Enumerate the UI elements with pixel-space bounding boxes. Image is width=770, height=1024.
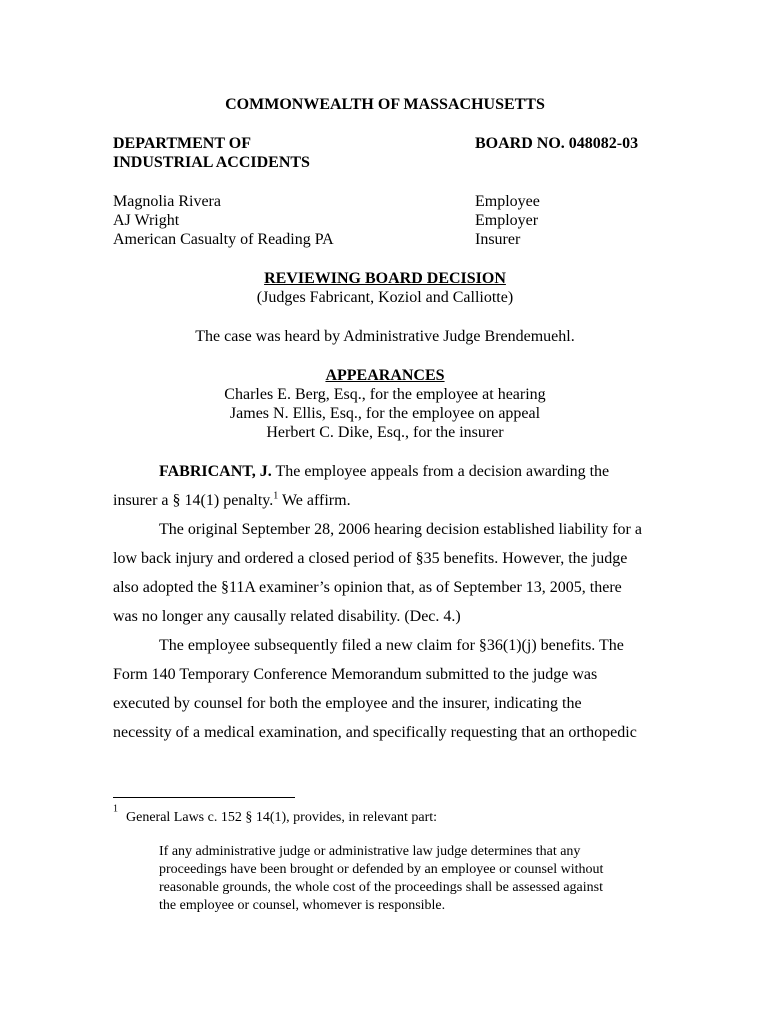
commonwealth-heading: COMMONWEALTH OF MASSACHUSETTS [225,96,545,113]
paragraph-line: The employee subsequently filed a new claim for §36(1)(j) benefits. The [159,637,624,654]
party-name-employer: AJ Wright [113,212,180,229]
appearances-title: APPEARANCES [325,367,445,384]
opinion-paragraph-1 [113,457,653,515]
author-name: FABRICANT, J. [159,463,272,480]
paragraph-line: low back injury and ordered a closed period of §35 benefits. However, the judge [113,550,628,567]
party-role-insurer: Insurer [475,231,521,248]
party-name-insurer: American Casualty of Reading PA [113,231,334,248]
paragraph-line: also adopted the §11A examiner’s opinion that, as of September 13, 2005, there [113,579,622,596]
heard-by-line: The case was heard by Administrative Judge Brendemuehl. [195,328,575,345]
quote-line: the employee or counsel, whomever is responsible. [159,898,446,913]
footnote-reference[interactable]: 1 [273,490,279,502]
decision-title: REVIEWING BOARD DECISION [264,270,506,287]
paragraph-line: necessity of a medical examination, and specifically requesting that an orthopedic [113,724,637,741]
footnote-number [113,805,118,823]
appearance-line: James N. Ellis, Esq., for the employee on appeal [229,405,541,422]
paragraph-line [113,486,653,515]
paragraph-text: insurer a § 14(1) penalty. [113,492,274,509]
party-name-employee: Magnolia Rivera [113,193,221,210]
paragraph-line: The original September 28, 2006 hearing decision established liability for a [159,521,642,538]
opinion-paragraph-2 [113,515,653,631]
paragraph-line [113,457,653,486]
paragraph-line: Form 140 Temporary Conference Memorandum submitted to the judge was [113,666,598,683]
quote-line: If any administrative judge or administrative law judge determines that any [159,844,581,859]
paragraph-text: We affirm. [278,492,351,509]
appearance-line: Charles E. Berg, Esq., for the employee at hearing [224,386,546,403]
paragraph-line: was no longer any causally related disability. (Dec. 4.) [113,608,461,625]
footnote-block-quote [159,843,649,915]
paragraph-line: executed by counsel for both the employee and the insurer, indicating the [113,695,582,712]
party-role-employer: Employer [475,212,539,229]
footnote-divider [113,797,295,798]
board-number: BOARD NO. 048082-03 [475,135,639,152]
party-role-employee: Employee [475,193,540,210]
department-line-2: INDUSTRIAL ACCIDENTS [113,154,310,171]
department-line-1: DEPARTMENT OF [113,135,251,152]
appearance-line: Herbert C. Dike, Esq., for the insurer [266,424,504,441]
quote-line: reasonable grounds, the whole cost of the proceedings shall be assessed against [159,880,603,895]
paragraph-text: The employee appeals from a decision awarding the [271,463,610,480]
quote-line: proceedings have been brought or defended by an employee or counsel without [159,862,604,877]
judges-panel: (Judges Fabricant, Koziol and Calliotte) [256,289,514,306]
opinion-paragraph-3 [113,631,653,747]
footnote-marker: 1 [113,803,118,815]
footnote-intro: General Laws c. 152 § 14(1), provides, in relevant part: [126,810,438,825]
